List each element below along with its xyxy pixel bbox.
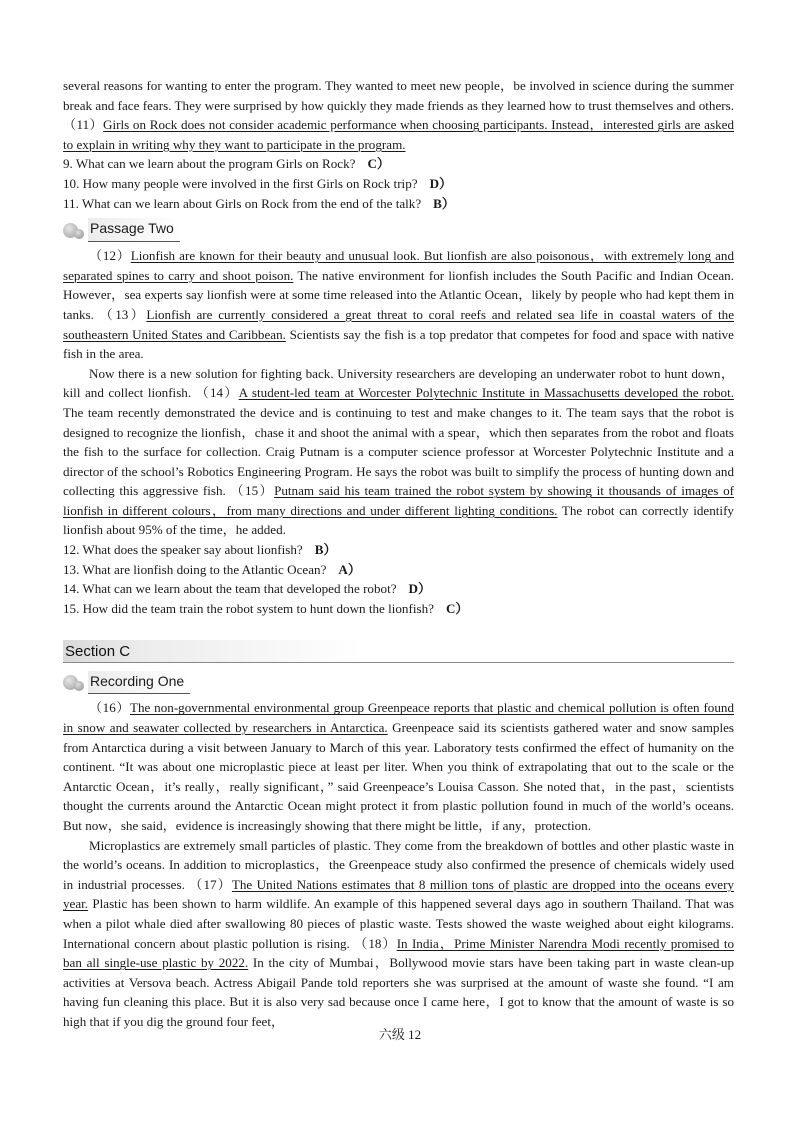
question-marker: （17） <box>189 876 232 892</box>
question-item <box>63 154 734 174</box>
underlined-answer: A student-led team at Worcester Polytechnic Institute in Massachusetts developed the robot. <box>238 385 734 401</box>
question-marker: （14） <box>195 385 239 401</box>
question-marker: （15） <box>230 483 275 499</box>
answer-key: C） <box>367 156 391 172</box>
paragraph-text: Microplastics are extremely small particles of plastic. They come from the breakdown of bottles and other plastic waste in the world’s oceans. In addition to microplastics，the Greenpeace study also confirmed the presence of chemicals widely used in industrial processes. <box>63 837 734 892</box>
question-marker: （11） <box>63 117 104 133</box>
underlined-answer: In India，Prime Minister Narendra Modi recently promised to ban all single-use plastic by 2022. <box>63 935 735 971</box>
question-item <box>63 579 734 599</box>
underlined-answer: Lionfish are currently considered a great threat to coral reefs and related sea life in coastal waters of the southeastern United States and Caribbean. <box>63 306 735 342</box>
question-item <box>63 599 734 619</box>
underlined-answer: The United Nations estimates that 8 million tons of plastic are dropped into the oceans every year. <box>63 876 735 912</box>
question-list-a <box>63 154 734 213</box>
answer-key: D） <box>408 581 432 597</box>
question-item <box>63 194 734 214</box>
paragraph-text: In the city of Mumbai，Bollywood movie stars have been taking part in waste clean-up activities at Versova beach. Actress Abigail Pande told reporters she was surprised at the amount of waste she found. “I am having fun cleaning this place. But it is also very sad because once I came here，I got to know that the amount of waste is so high that if you dig the ground four feet， <box>63 955 735 1029</box>
paragraph-text: The team recently demonstrated the device and is continuing to test and make changes to it. The team says that the robot is designed to recognize the lionfish，chase it and shoot the animal with a spear，which then separates from the robot and floats the fish to the surface for collection. Craig Putnam is a computer science professor at Worcester Polytechnic Institute and a director of the school’s Robotics Engineering Program. He says the robot was built to simplify the process of hunting down and collecting this aggressive fish. <box>63 404 734 499</box>
question-marker: （16） <box>89 700 130 716</box>
recording-paragraph-1 <box>63 698 734 835</box>
top-paragraph <box>63 76 734 154</box>
question-item <box>63 540 734 560</box>
recording-paragraph-2 <box>63 836 734 1032</box>
question-marker: （13） <box>99 306 147 322</box>
question-text: 14. What can we learn about the team that developed the robot? <box>63 581 397 597</box>
question-item <box>63 560 734 580</box>
question-marker: （12） <box>89 248 131 264</box>
question-text: 9. What can we learn about the program Girls on Rock? <box>63 156 356 172</box>
paragraph-text: Now there is a new solution for fighting back. University researchers are developing an underwater robot to hunt down，kill and collect lionfish. <box>63 365 734 401</box>
section-title: Section C <box>65 642 131 660</box>
passage-two-heading <box>63 219 734 241</box>
passage-title: Passage Two <box>88 218 180 242</box>
document-content <box>63 76 734 1032</box>
paragraph-text: Plastic has been shown to harm wildlife. An example of this happened several days ago in southern Thailand. That was when a pilot whale died after swallowing 80 pieces of plastic waste. Tests showed the waste weighed about eight kilograms. International concern about plastic pollution is rising. <box>63 896 734 951</box>
question-text: 11. What can we learn about Girls on Rock from the end of the talk? <box>63 195 422 211</box>
underlined-answer: Girls on Rock does not consider academic performance when choosing participants. Instead，interested girls are asked to explain in writing why they want to participate in the program. <box>63 117 734 152</box>
underlined-answer: Putnam said his team trained the robot system by showing it thousands of images of lionfish in different colours，from many directions and under different lighting conditions. <box>63 483 734 518</box>
paragraph-text: several reasons for wanting to enter the program. They wanted to meet new people，be involved in science during the summer break and face fears. They were surprised by how quickly they made friends as they learned how to trust themselves and others. <box>63 78 734 113</box>
question-item <box>63 174 734 194</box>
question-text: 10. How many people were involved in the first Girls on Rock trip? <box>63 175 418 191</box>
question-text: 15. How did the team train the robot system to hunt down the lionfish? <box>63 600 434 616</box>
page-footer: 六级 12 <box>378 1027 422 1042</box>
paragraph-text: Scientists say the fish is a top predator that competes for food and space with native fish in the area. <box>63 326 734 362</box>
question-marker: （18） <box>354 935 397 951</box>
question-text: 13. What are lionfish doing to the Atlantic Ocean? <box>63 561 327 577</box>
question-text: 12. What does the speaker say about lionfish? <box>63 542 303 558</box>
paragraph-text: The native environment for lionfish includes the South Pacific and Indian Ocean. However，sea experts say lionfish were at some time released into the Atlantic Ocean，likely by people who had kept them in tanks. <box>63 267 734 322</box>
recording-one-heading <box>63 671 734 693</box>
paragraph-text: Greenpeace said its scientists gathered water and snow samples from Antarctica during a visit between January to March of this year. Laboratory tests confirmed the effect of humanity on the continent. “It was about one microplastic piece at least per liter. When you think of extrapolating that out to the scale or the Antarctic Ocean，it’s really，really significant，” said Greenpeace’s Louisa Casson. She noted that，in the past，scientists thought the currents around the Antarctic Ocean might protect it from plastic pollution found in much of the world’s oceans. But now，she said，evidence is increasingly showing that there might be little，if any，protection. <box>63 720 734 833</box>
passage-two-paragraph-2 <box>63 364 734 540</box>
passage-two-paragraph-1 <box>63 246 734 364</box>
paragraph-text: The robot can correctly identify lionfish about 95% of the time，he added. <box>63 502 734 538</box>
answer-key: A） <box>338 561 361 577</box>
question-list-b <box>63 540 734 618</box>
underlined-answer: Lionfish are known for their beauty and unusual look. But lionfish are also poisonous，with extremely long and separated spines to carry and shoot poison. <box>63 248 735 283</box>
recording-title: Recording One <box>88 671 190 695</box>
bubble-icon <box>63 221 85 239</box>
underlined-answer: The non-governmental environmental group Greenpeace reports that plastic and chemical pollution is often found in snow and seawater collected by researchers in Antarctica. <box>63 700 734 736</box>
answer-key: D） <box>429 175 453 191</box>
answer-key: C） <box>445 600 469 616</box>
bubble-icon <box>63 673 85 691</box>
section-c-heading <box>63 640 734 663</box>
answer-key: B） <box>433 195 455 211</box>
answer-key: B） <box>314 542 337 558</box>
